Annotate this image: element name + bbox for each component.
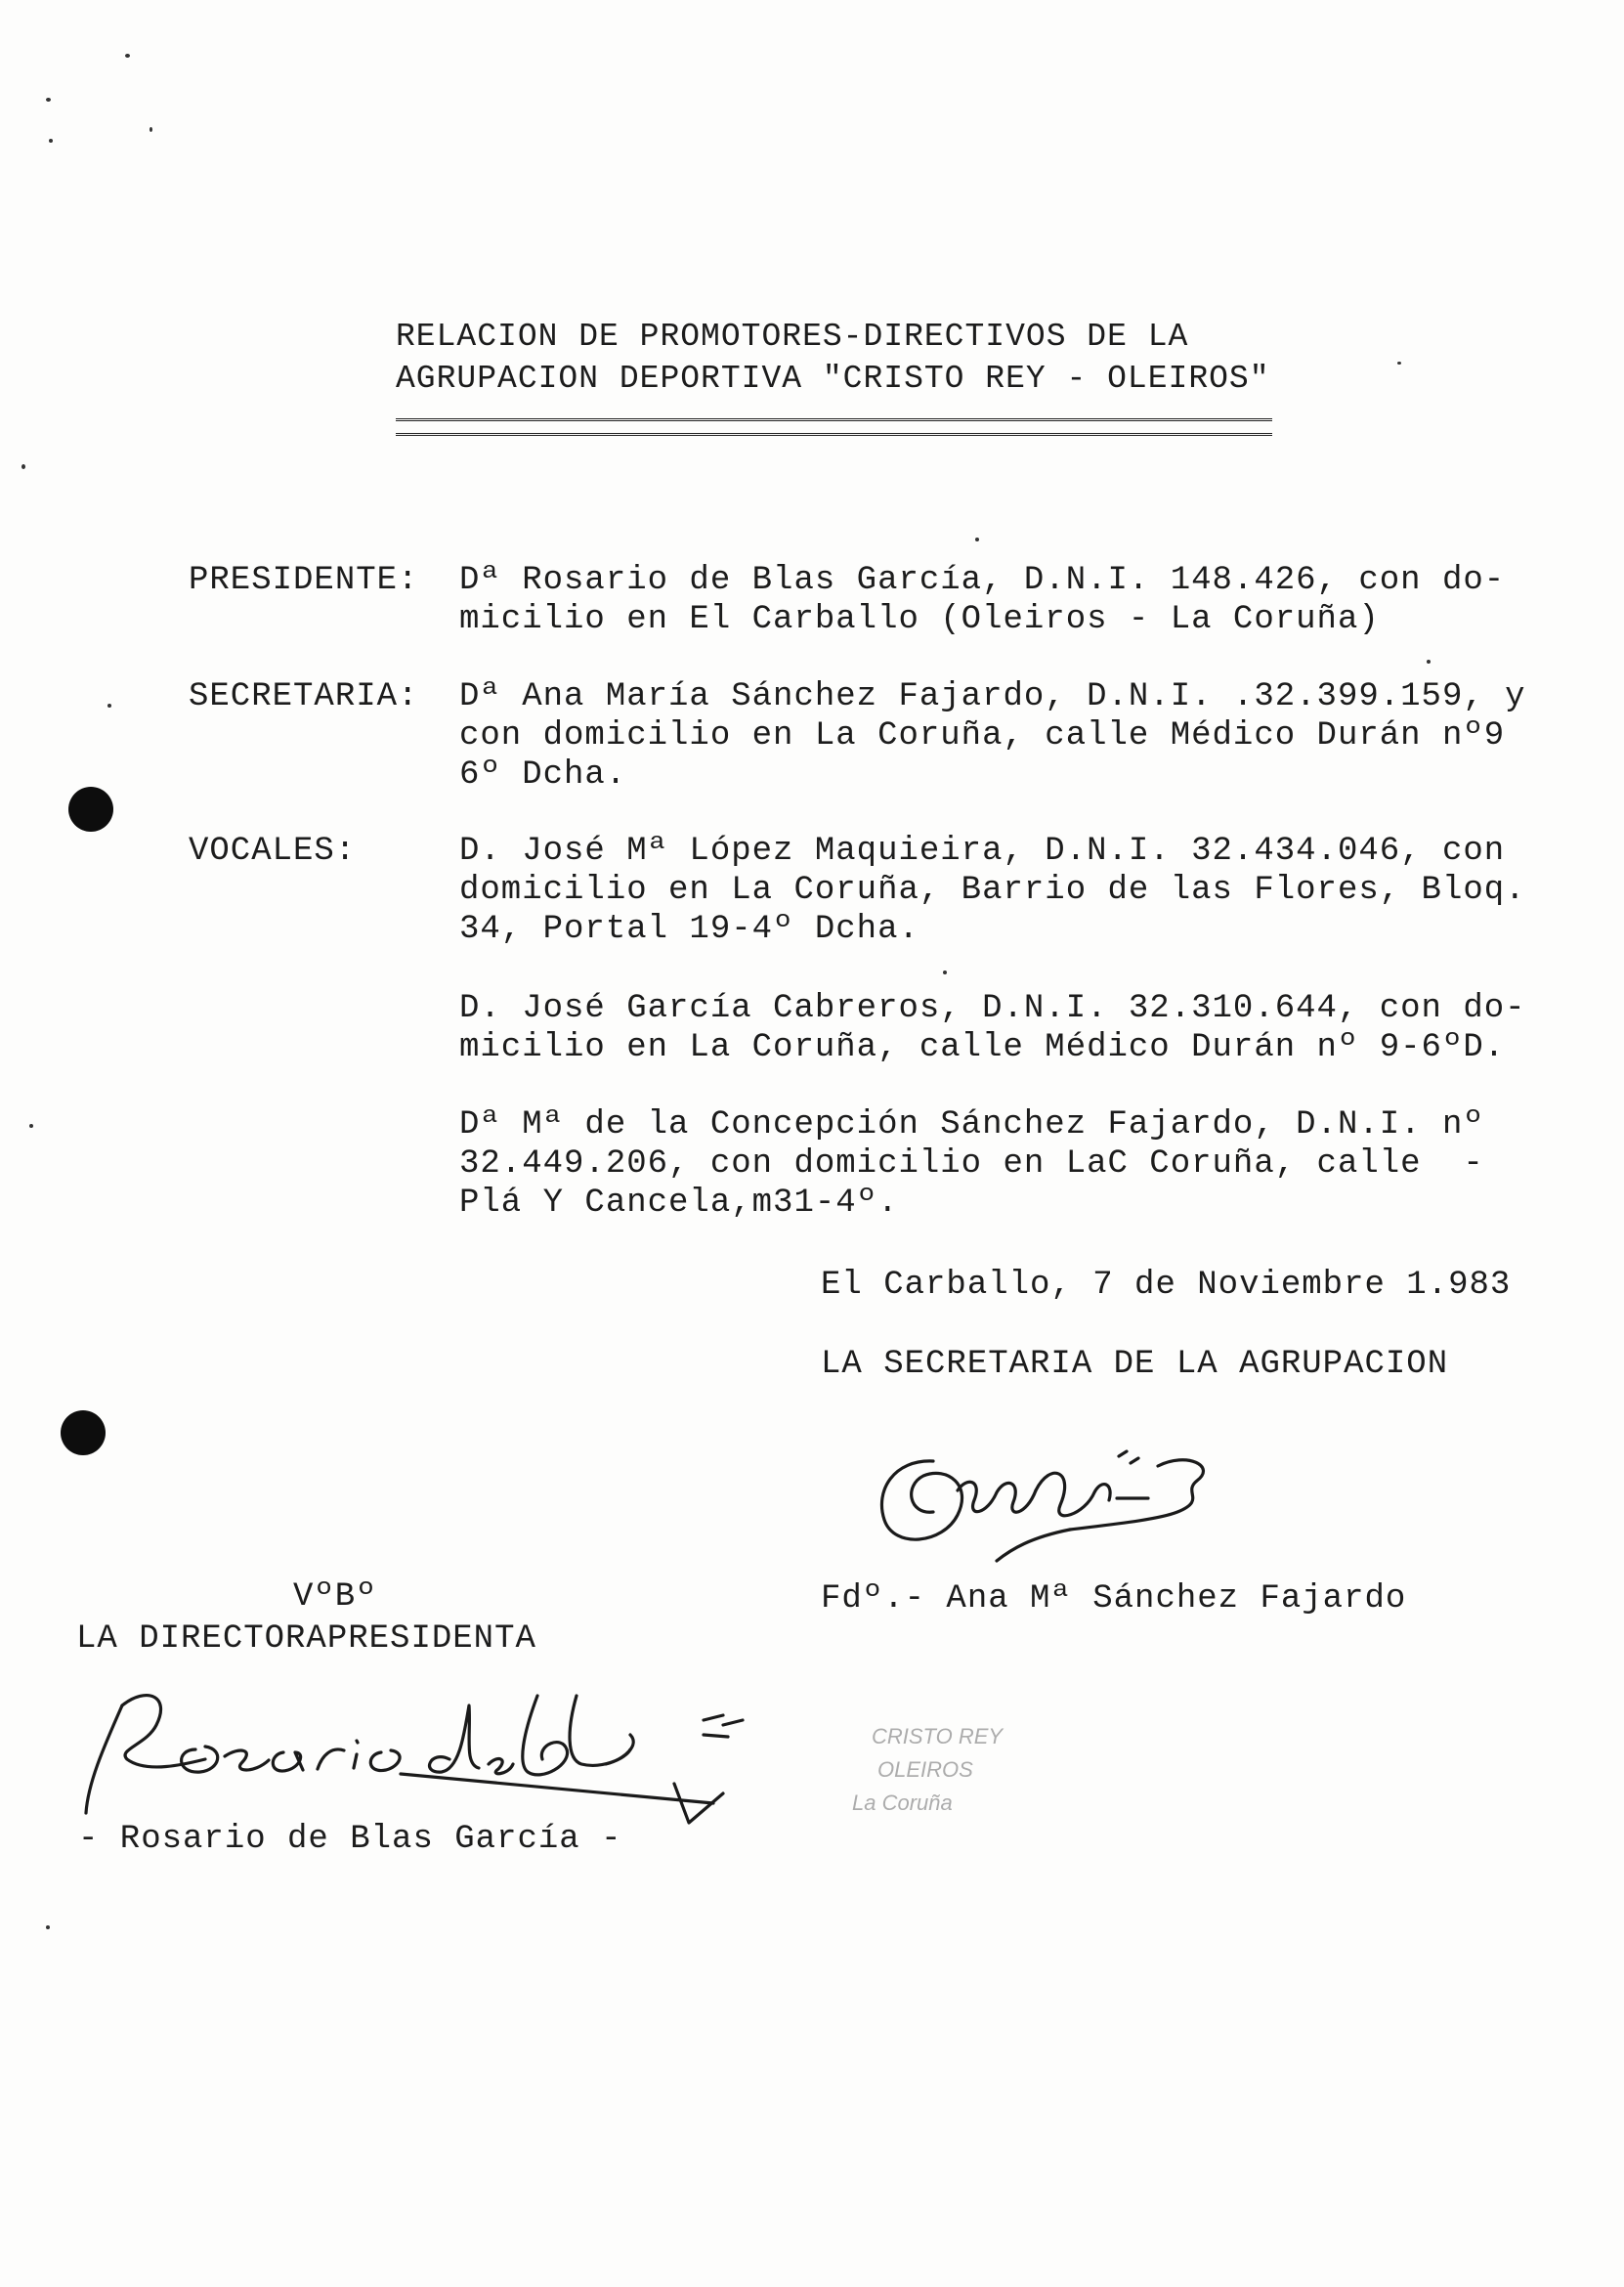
scan-speck bbox=[21, 464, 25, 469]
document-title-line-1: RELACION DE PROMOTORES-DIRECTIVOS DE LA bbox=[396, 319, 1189, 355]
secretaria-line-3: 6º Dcha. bbox=[459, 756, 627, 794]
title-underline bbox=[396, 418, 1272, 436]
presidente-line-2: micilio en El Carballo (Oleiros - La Coruña) bbox=[459, 601, 1380, 638]
role-label-secretaria: SECRETARIA: bbox=[189, 678, 419, 715]
punch-hole-top bbox=[68, 787, 113, 832]
director-name: - Rosario de Blas García - bbox=[78, 1821, 622, 1858]
scan-speck bbox=[46, 1925, 50, 1929]
secretaria-line-1: Dª Ana María Sánchez Fajardo, D.N.I. .32.399.159, y bbox=[459, 678, 1526, 715]
vocal-1-line-3: 34, Portal 19-4º Dcha. bbox=[459, 911, 919, 948]
document-title-line-2: AGRUPACION DEPORTIVA "CRISTO REY - OLEIROS" bbox=[396, 361, 1270, 397]
vocal-1-line-2: domicilio en La Coruña, Barrio de las Flores, Bloq. bbox=[459, 872, 1526, 909]
stamp-line-1: CRISTO REY bbox=[872, 1724, 1004, 1748]
secretary-signature bbox=[865, 1422, 1236, 1569]
vocal-3-line-1: Dª Mª de la Concepción Sánchez Fajardo, D.N.I. nº bbox=[459, 1106, 1484, 1144]
vocal-2-line-2: micilio en La Coruña, calle Médico Durán nº 9-6ºD. bbox=[459, 1029, 1506, 1066]
scan-speck bbox=[107, 704, 111, 708]
vocal-3-line-3: Plá Y Cancela,m31-4º. bbox=[459, 1185, 899, 1222]
director-heading: LA DIRECTORAPRESIDENTA bbox=[76, 1620, 536, 1658]
association-stamp bbox=[850, 1720, 1065, 1847]
vocal-1-line-1: D. José Mª López Maquieira, D.N.I. 32.434.046, con bbox=[459, 833, 1506, 870]
role-label-presidente: PRESIDENTE: bbox=[189, 562, 419, 599]
vocal-2-line-1: D. José García Cabreros, D.N.I. 32.310.644, con do- bbox=[459, 990, 1526, 1027]
scan-speck bbox=[150, 127, 152, 132]
stamp-line-2: OLEIROS bbox=[877, 1757, 973, 1782]
scan-speck bbox=[49, 139, 53, 143]
secretary-signed-name: Fdº.- Ana Mª Sánchez Fajardo bbox=[821, 1580, 1407, 1618]
vocal-3-line-2: 32.449.206, con domicilio en LaC Coruña, calle - bbox=[459, 1145, 1484, 1183]
scan-speck bbox=[1397, 362, 1401, 365]
place-date: El Carballo, 7 de Noviembre 1.983 bbox=[821, 1267, 1512, 1304]
secretary-heading: LA SECRETARIA DE LA AGRUPACION bbox=[821, 1346, 1449, 1383]
punch-hole-bottom bbox=[61, 1410, 106, 1455]
scan-speck bbox=[125, 54, 130, 58]
secretaria-line-2: con domicilio en La Coruña, calle Médico Durán nº9 bbox=[459, 717, 1506, 755]
scan-speck bbox=[943, 971, 947, 974]
scan-speck bbox=[975, 538, 979, 541]
vobo-mark: VºBº bbox=[293, 1578, 377, 1616]
director-signature bbox=[78, 1666, 782, 1833]
scan-speck bbox=[1427, 660, 1431, 664]
scan-speck bbox=[46, 98, 51, 102]
stamp-line-3: La Coruña bbox=[852, 1791, 953, 1815]
role-label-vocales: VOCALES: bbox=[189, 833, 357, 870]
presidente-line-1: Dª Rosario de Blas García, D.N.I. 148.426, con do- bbox=[459, 562, 1506, 599]
scan-speck bbox=[29, 1124, 33, 1128]
